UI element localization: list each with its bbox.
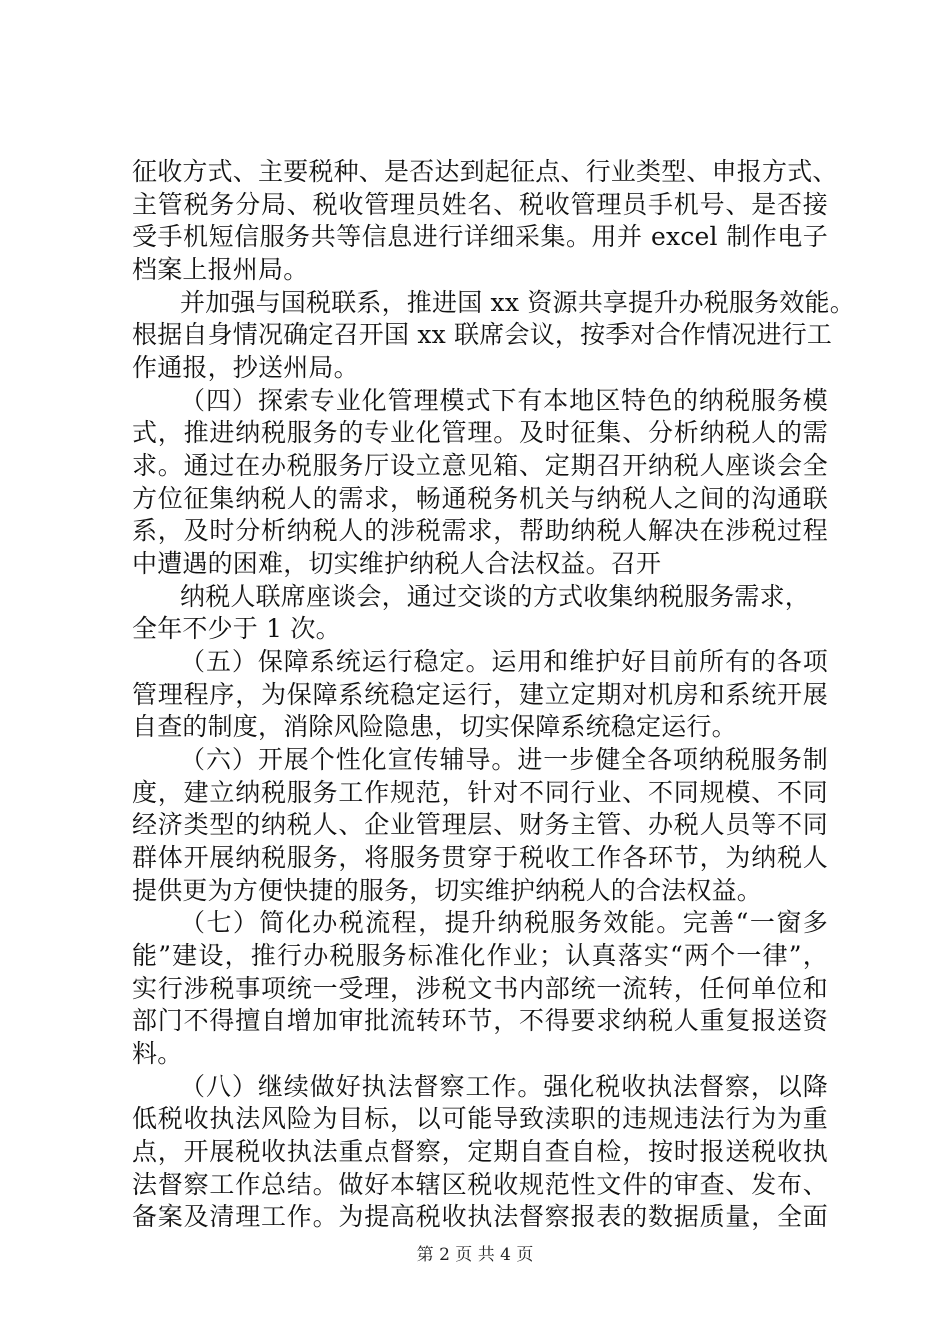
text-line: （六）开展个性化宣传辅导。进一步健全各项纳税服务制	[180, 745, 828, 774]
text-line: 根据自身情况确定召开国 xx 联席会议，按季对合作情况进行工	[132, 320, 833, 350]
text-line: 纳税人联席座谈会，通过交谈的方式收集纳税服务需求，	[180, 581, 811, 611]
text-line: （五）保障系统运行稳定。运用和维护好目前所有的各项	[180, 647, 828, 676]
text-line: 并加强与国税联系，推进国 xx 资源共享提升办税服务效能。	[180, 287, 855, 317]
text-line: 主管税务分局、税收管理员姓名、税收管理员手机号、是否接	[132, 189, 828, 219]
text-line: 群体开展纳税服务，将服务贯穿于税收工作各环节，为纳税人	[132, 843, 828, 872]
text-line: 提供更为方便快捷的服务，切实维护纳税人的合法权益。	[132, 875, 763, 905]
text-line: 式，推进纳税服务的专业化管理。及时征集、分析纳税人的需	[132, 418, 828, 448]
text-line: 能”建设，推行办税服务标准化作业；认真落实“两个一律”，	[132, 941, 828, 970]
text-line: 征收方式、主要税种、是否达到起征点、行业类型、申报方式、	[132, 157, 838, 186]
page-footer: 第 2 页 共 4 页	[416, 1245, 534, 1265]
text-line: 系，及时分析纳税人的涉税需求，帮助纳税人解决在涉税过程	[132, 516, 828, 546]
text-line: （七）简化办税流程，提升纳税服务效能。完善“一窗多	[180, 908, 828, 938]
text-line: 档案上报州局。	[132, 255, 309, 284]
text-line: 受手机短信服务共等信息进行详细采集。用并 excel 制作电子	[132, 222, 828, 252]
text-line: 度，建立纳税服务工作规范，针对不同行业、不同规模、不同	[132, 777, 828, 807]
text-line: 自查的制度，消除风险隐患，切实保障系统稳定运行。	[132, 712, 737, 742]
text-line: 管理程序，为保障系统稳定运行，建立定期对机房和系统开展	[132, 679, 828, 709]
text-line: 部门不得擅自增加审批流转环节，不得要求纳税人重复报送资	[132, 1006, 828, 1036]
text-line: 经济类型的纳税人、企业管理层、财务主管、办税人员等不同	[132, 810, 828, 840]
text-line: 求。通过在办税服务厅设立意见箱、定期召开纳税人座谈会全	[132, 451, 828, 480]
text-line: 作通报，抄送州局。	[132, 353, 359, 382]
text-line: 低税收执法风险为目标，以可能导致渎职的违规违法行为为重	[132, 1104, 828, 1134]
text-line: 料。	[132, 1039, 183, 1068]
text-line: 方位征集纳税人的需求，畅通税务机关与纳税人之间的沟通联	[132, 483, 828, 513]
text-line: 实行涉税事项统一受理，涉税文书内部统一流转，任何单位和	[132, 973, 828, 1003]
text-line: 法督察工作总结。做好本辖区税收规范性文件的审查、发布、	[132, 1169, 828, 1199]
text-line: 中遭遇的困难，切实维护纳税人合法权益。召开	[132, 549, 662, 578]
text-line: 备案及清理工作。为提高税收执法督察报表的数据质量，全面	[132, 1202, 828, 1232]
text-line: 全年不少于 1 次。	[132, 614, 341, 644]
text-line: （八）继续做好执法督察工作。强化税收执法督察，以降	[180, 1071, 828, 1101]
text-line: 点，开展税收执法重点督察，定期自查自检，按时报送税收执	[132, 1137, 828, 1166]
text-line: （四）探索专业化管理模式下有本地区特色的纳税服务模	[180, 385, 828, 415]
